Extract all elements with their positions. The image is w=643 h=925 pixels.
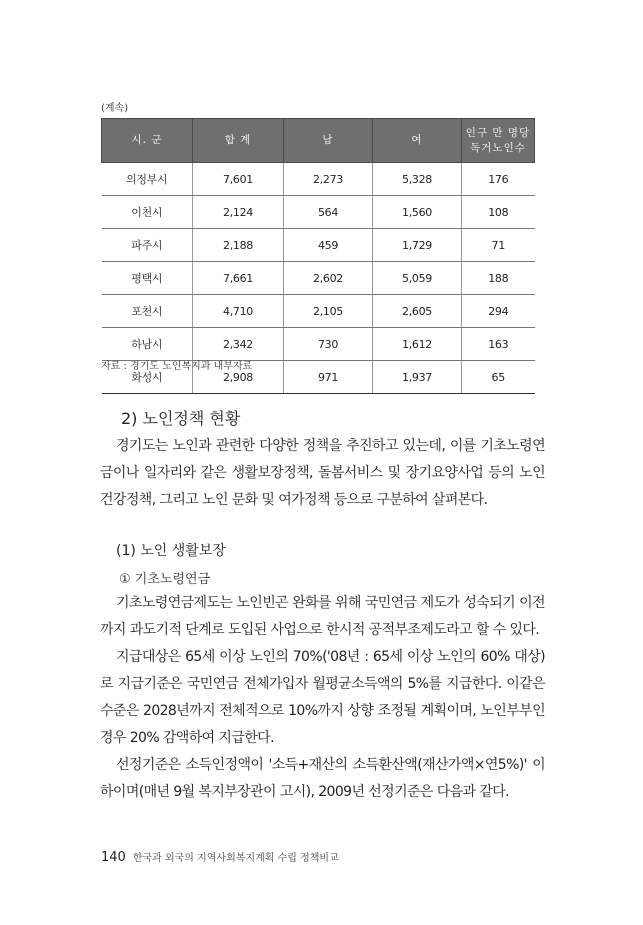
header-male: 남 [284, 119, 373, 163]
cell-per-10k: 163 [462, 328, 535, 361]
cell-male: 971 [284, 361, 373, 394]
cell-female: 1,729 [373, 229, 462, 262]
cell-per-10k: 188 [462, 262, 535, 295]
header-per-10k: 인구 만 명당 독거노인수 [462, 119, 535, 163]
page-footer [101, 849, 339, 865]
table-row [102, 328, 535, 361]
pension-paragraph-2 [100, 644, 545, 752]
cell-total: 7,601 [193, 163, 284, 196]
paragraph-text: 기초노령연금제도는 노인빈곤 완화를 위해 국민연금 제도가 성숙되기 이전까지 과도기적 단계로 도입된 사업으로 한시적 공적부조제도라고 할 수 있다. [100, 595, 545, 638]
table-row [102, 262, 535, 295]
cell-male: 459 [284, 229, 373, 262]
intro-paragraph [100, 433, 545, 514]
cell-city: 화성시 [102, 361, 193, 394]
book-title: 한국과 외국의 지역사회복지계획 수립 정책비교 [132, 853, 339, 864]
header-female: 여 [373, 119, 462, 163]
cell-total: 2,908 [193, 361, 284, 394]
cell-female: 2,605 [373, 295, 462, 328]
cell-per-10k: 108 [462, 196, 535, 229]
cell-male: 564 [284, 196, 373, 229]
elderly-living-alone-table [101, 118, 535, 394]
pension-paragraph-1 [100, 590, 545, 644]
cell-female: 1,937 [373, 361, 462, 394]
pension-paragraph-3 [100, 752, 545, 806]
cell-city: 하남시 [102, 328, 193, 361]
subsection-title: (1) 노인 생활보장 [116, 543, 226, 559]
table-header-row [102, 119, 535, 163]
paragraph-text: 지급대상은 65세 이상 노인의 70%('08년 : 65세 이상 노인의 60% 대상)로 지급기준은 국민연금 전체가입자 월평균소득액의 5%를 지급한다. 이같은 수준은 2028년까지 전체적으로 10%까지 상향 조정될 계획이며, 노인부부인 경우 20% 감액하여 지급한다. [100, 649, 545, 746]
cell-total: 2,188 [193, 229, 284, 262]
cell-per-10k: 65 [462, 361, 535, 394]
table-row [102, 295, 535, 328]
cell-total: 2,342 [193, 328, 284, 361]
cell-male: 2,602 [284, 262, 373, 295]
cell-city: 의정부시 [102, 163, 193, 196]
section-title: 2) 노인정책 현황 [121, 409, 241, 428]
table-row [102, 196, 535, 229]
cell-female: 5,328 [373, 163, 462, 196]
paragraph-text: 선정기준은 소득인정액이 '소득+재산의 소득환산액(재산가액×연5%)' 이하이며(매년 9월 복지부장관이 고시), 2009년 선정기준은 다음과 같다. [100, 757, 545, 800]
cell-female: 1,560 [373, 196, 462, 229]
cell-male: 2,273 [284, 163, 373, 196]
cell-per-10k: 176 [462, 163, 535, 196]
cell-city: 평택시 [102, 262, 193, 295]
cell-female: 5,059 [373, 262, 462, 295]
cell-male: 730 [284, 328, 373, 361]
table-row [102, 163, 535, 196]
cell-per-10k: 294 [462, 295, 535, 328]
table-row [102, 229, 535, 262]
item-title: ① 기초노령연금 [119, 572, 211, 587]
table-source: 자료 : 경기도 노인복지과 내부자료 [101, 361, 253, 372]
cell-total: 7,661 [193, 262, 284, 295]
page-number: 140 [101, 850, 126, 865]
cell-city: 파주시 [102, 229, 193, 262]
header-total: 합 계 [193, 119, 284, 163]
cell-total: 2,124 [193, 196, 284, 229]
cell-male: 2,105 [284, 295, 373, 328]
continued-label: (계속) [101, 103, 129, 114]
cell-total: 4,710 [193, 295, 284, 328]
intro-text: 경기도는 노인과 관련한 다양한 정책을 추진하고 있는데, 이를 기초노령연금이나 일자리와 같은 생활보장정책, 돌봄서비스 및 장기요양사업 등의 노인건강정책, 그리고 노인 문화 및 여가정책 등으로 구분하여 살펴본다. [100, 438, 545, 508]
cell-city: 포천시 [102, 295, 193, 328]
header-city: 시. 군 [102, 119, 193, 163]
cell-female: 1,612 [373, 328, 462, 361]
cell-per-10k: 71 [462, 229, 535, 262]
cell-city: 이천시 [102, 196, 193, 229]
